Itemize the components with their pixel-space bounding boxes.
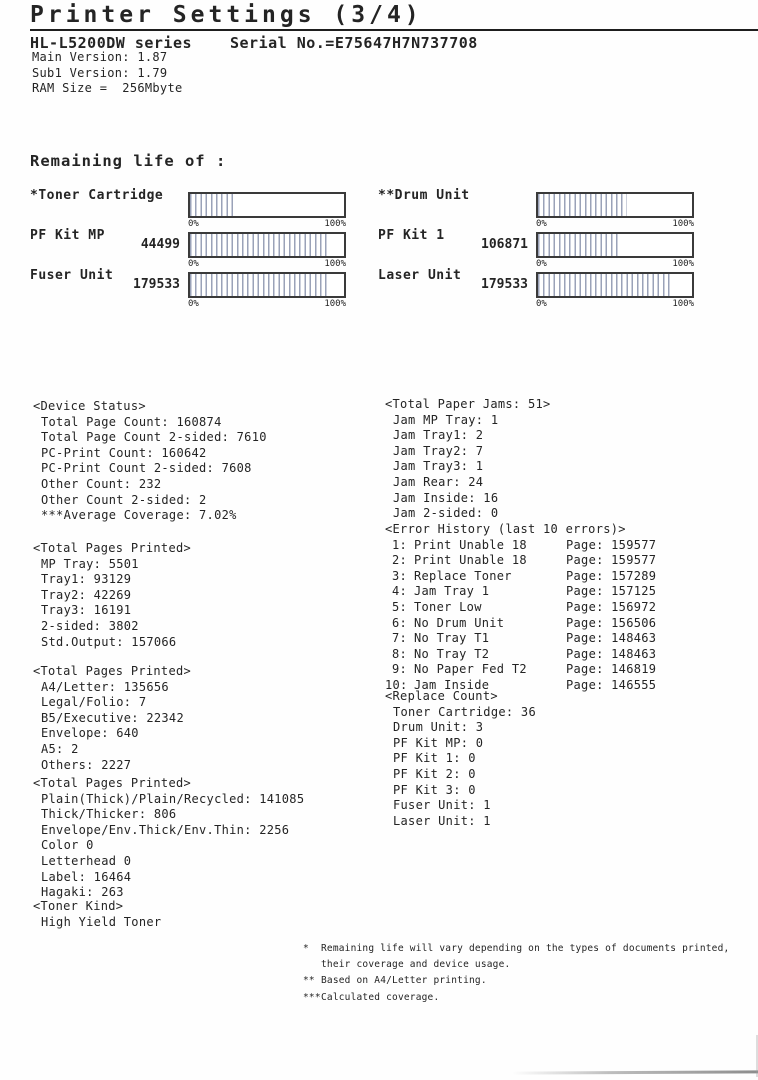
firmware-info-line: Sub1 Version: 1.79 bbox=[32, 65, 168, 80]
life-gauge-bar bbox=[536, 272, 694, 298]
consumable-label: PF Kit MP bbox=[30, 228, 105, 243]
error-history-entries bbox=[385, 538, 740, 694]
error-entry-label: No Tray T1 bbox=[414, 631, 490, 646]
scale-max-label: 100% bbox=[672, 219, 694, 229]
section-line: Legal/Folio: 7 bbox=[41, 695, 147, 710]
section-lines bbox=[385, 413, 740, 522]
section-line: A4/Letter: 135656 bbox=[41, 679, 169, 694]
error-entry-label: Print Unable 18 bbox=[414, 553, 527, 568]
section-line: Jam Tray1: 2 bbox=[393, 428, 484, 443]
section-heading: <Total Pages Printed> bbox=[33, 776, 192, 790]
error-entry-page: Page: 159577 bbox=[566, 537, 657, 552]
title-underline bbox=[30, 29, 758, 31]
replace-count-section bbox=[385, 689, 740, 829]
total-pages-printed-size-section bbox=[33, 664, 388, 773]
error-entry-label: Print Unable 18 bbox=[414, 537, 527, 552]
section-line: Jam MP Tray: 1 bbox=[393, 412, 499, 427]
section-line: PC-Print Count 2-sided: 7608 bbox=[41, 461, 252, 476]
section-line: PF Kit 3: 0 bbox=[393, 782, 476, 797]
section-heading: <Replace Count> bbox=[385, 689, 498, 703]
error-entry-number: 2: bbox=[391, 553, 407, 568]
section-heading: <Error History (last 10 errors)> bbox=[385, 522, 626, 536]
consumable-label: Fuser Unit bbox=[30, 268, 114, 283]
section-line: Letterhead 0 bbox=[41, 853, 132, 868]
section-line: Total Page Count: 160874 bbox=[41, 414, 222, 429]
error-entry-label: Toner Low bbox=[414, 599, 482, 614]
section-line: Std.Output: 157066 bbox=[41, 634, 177, 649]
section-line: Thick/Thicker: 806 bbox=[41, 807, 177, 822]
footnote-marker: * bbox=[303, 943, 309, 954]
error-entry-label: Jam Inside bbox=[414, 677, 490, 692]
section-line: Fuser Unit: 1 bbox=[393, 798, 491, 813]
section-line: Envelope: 640 bbox=[41, 726, 139, 741]
page-title: Printer Settings (3/4) bbox=[30, 2, 423, 28]
section-heading: <Toner Kind> bbox=[33, 899, 124, 913]
error-entry-number: 9: bbox=[391, 662, 407, 677]
error-entry-number: 1: bbox=[391, 537, 407, 552]
section-line: Color 0 bbox=[41, 838, 94, 853]
section-lines bbox=[33, 792, 388, 901]
total-paper-jams-section bbox=[385, 397, 740, 522]
firmware-info-line: RAM Size = 256Mbyte bbox=[32, 81, 183, 95]
section-heading: <Total Paper Jams: 51> bbox=[385, 397, 551, 411]
section-line: Other Count 2-sided: 2 bbox=[41, 492, 207, 507]
footnote-text: their coverage and device usage. bbox=[321, 959, 511, 971]
total-pages-printed-tray-section bbox=[33, 541, 388, 650]
error-entry-label: No Paper Fed T2 bbox=[414, 662, 527, 677]
error-entry-label: No Tray T2 bbox=[414, 646, 490, 661]
life-gauge-fill bbox=[190, 274, 329, 296]
error-entry-page: Page: 157289 bbox=[566, 568, 657, 583]
section-line: Jam Inside: 16 bbox=[393, 490, 499, 505]
life-gauge-bar bbox=[188, 192, 346, 218]
footnote-row bbox=[303, 990, 753, 1006]
footnote-row bbox=[303, 973, 753, 989]
firmware-info-block bbox=[32, 50, 183, 97]
consumable-remaining-count: 44499 bbox=[140, 237, 180, 252]
error-history-section bbox=[385, 522, 740, 694]
footnote-text: Calculated coverage. bbox=[321, 991, 440, 1003]
section-heading: <Total Pages Printed> bbox=[33, 541, 192, 555]
scale-min-label: 0% bbox=[536, 259, 547, 269]
section-line: A5: 2 bbox=[41, 741, 79, 756]
error-entry-number: 8: bbox=[391, 646, 407, 661]
scale-max-label: 100% bbox=[672, 259, 694, 269]
error-history-entry bbox=[385, 553, 740, 569]
life-gauge-bar bbox=[188, 272, 346, 298]
error-history-entry bbox=[385, 662, 740, 678]
footnote-text: Remaining life will vary depending on the types of documents printed, bbox=[321, 943, 730, 954]
error-entry-page: Page: 156972 bbox=[566, 599, 657, 614]
section-line: PF Kit 2: 0 bbox=[393, 766, 476, 781]
section-line: Total Page Count 2-sided: 7610 bbox=[41, 430, 267, 445]
section-line: Label: 16464 bbox=[41, 869, 132, 884]
consumable-remaining-count: 179533 bbox=[481, 277, 528, 292]
error-history-entry bbox=[385, 600, 740, 616]
total-pages-printed-media-section bbox=[33, 776, 388, 901]
footnotes-block bbox=[303, 941, 753, 1006]
life-gauge-fill bbox=[538, 234, 618, 256]
toner-kind-section bbox=[33, 899, 388, 930]
scale-max-label: 100% bbox=[672, 299, 694, 309]
remaining-life-item bbox=[378, 226, 728, 269]
error-entry-label: Replace Toner bbox=[414, 568, 512, 583]
error-entry-number: 3: bbox=[391, 568, 407, 583]
section-line: Tray2: 42269 bbox=[41, 587, 132, 602]
section-line: Drum Unit: 3 bbox=[393, 720, 484, 735]
error-entry-number: 5: bbox=[391, 599, 407, 614]
section-line: Jam 2-sided: 0 bbox=[393, 506, 499, 521]
device-status-section bbox=[33, 399, 388, 524]
consumable-label: Laser Unit bbox=[378, 268, 462, 283]
error-history-entry bbox=[385, 538, 740, 554]
error-entry-label: Jam Tray 1 bbox=[414, 584, 490, 599]
firmware-info-line: Main Version: 1.87 bbox=[32, 50, 168, 64]
error-history-entry bbox=[385, 584, 740, 600]
footnote-row bbox=[303, 957, 753, 973]
error-entry-page: Page: 148463 bbox=[566, 631, 657, 646]
error-history-entry bbox=[385, 569, 740, 585]
error-history-entry bbox=[385, 616, 740, 632]
section-heading: <Total Pages Printed> bbox=[33, 664, 192, 678]
section-line: Jam Rear: 24 bbox=[393, 474, 484, 489]
error-entry-number: 4: bbox=[391, 584, 407, 599]
scale-min-label: 0% bbox=[188, 299, 199, 309]
footnote-text: Based on A4/Letter printing. bbox=[321, 975, 487, 987]
error-entry-page: Page: 157125 bbox=[566, 584, 657, 599]
footnote-marker: *** bbox=[303, 991, 321, 1003]
scale-min-label: 0% bbox=[188, 259, 199, 269]
scale-max-label: 100% bbox=[324, 259, 346, 269]
life-gauge-fill bbox=[538, 274, 672, 296]
section-line: PF Kit 1: 0 bbox=[393, 751, 476, 766]
section-line: MP Tray: 5501 bbox=[41, 556, 139, 571]
section-line: Hagaki: 263 bbox=[41, 885, 124, 900]
consumable-remaining-count: 179533 bbox=[133, 277, 180, 292]
life-gauge-fill bbox=[190, 194, 235, 216]
error-entry-page: Page: 146819 bbox=[566, 662, 657, 677]
error-entry-page: Page: 159577 bbox=[566, 553, 657, 568]
footnote-marker: ** bbox=[303, 975, 315, 987]
error-entry-page: Page: 146555 bbox=[566, 677, 657, 692]
serial-number: Serial No.=E75647H7N737708 bbox=[230, 34, 478, 52]
remaining-life-item bbox=[378, 186, 728, 229]
section-line: Tray1: 93129 bbox=[41, 572, 132, 587]
remaining-life-item bbox=[30, 266, 380, 309]
life-gauge-bar bbox=[536, 232, 694, 258]
section-lines bbox=[33, 557, 388, 651]
error-entry-page: Page: 148463 bbox=[566, 646, 657, 661]
section-line: Jam Tray3: 1 bbox=[393, 459, 484, 474]
section-line: ***Average Coverage: 7.02% bbox=[41, 508, 237, 523]
section-line: B5/Executive: 22342 bbox=[41, 710, 184, 725]
footnote-row bbox=[303, 941, 753, 957]
section-line: Tray3: 16191 bbox=[41, 603, 132, 618]
section-lines bbox=[33, 915, 388, 931]
section-line: PF Kit MP: 0 bbox=[393, 735, 484, 750]
error-entry-number: 7: bbox=[391, 631, 407, 646]
section-line: Envelope/Env.Thick/Env.Thin: 2256 bbox=[41, 822, 290, 837]
error-entry-page: Page: 156506 bbox=[566, 615, 657, 630]
error-history-entry bbox=[385, 631, 740, 647]
scale-max-label: 100% bbox=[324, 299, 346, 309]
remaining-life-heading: Remaining life of : bbox=[30, 152, 227, 170]
section-lines bbox=[385, 705, 740, 830]
scan-shadow-line bbox=[512, 1070, 758, 1074]
printer-model: HL-L5200DW series bbox=[30, 34, 193, 52]
footnote-marker bbox=[303, 957, 321, 973]
section-line: PC-Print Count: 160642 bbox=[41, 445, 207, 460]
section-line: Toner Cartridge: 36 bbox=[393, 704, 536, 719]
error-entry-number: 6: bbox=[391, 615, 407, 630]
section-lines bbox=[33, 415, 388, 524]
remaining-life-item bbox=[30, 186, 380, 229]
section-line: 2-sided: 3802 bbox=[41, 618, 139, 633]
scale-min-label: 0% bbox=[536, 299, 547, 309]
consumable-label: *Toner Cartridge bbox=[30, 188, 164, 203]
section-line: Laser Unit: 1 bbox=[393, 813, 491, 828]
section-line: High Yield Toner bbox=[41, 914, 162, 929]
life-gauge-bar bbox=[188, 232, 346, 258]
consumable-remaining-count: 106871 bbox=[481, 237, 528, 252]
remaining-life-item bbox=[378, 266, 728, 309]
consumable-label: PF Kit 1 bbox=[378, 228, 445, 243]
scale-max-label: 100% bbox=[324, 219, 346, 229]
consumable-label: **Drum Unit bbox=[378, 188, 470, 203]
scale-min-label: 0% bbox=[188, 219, 199, 229]
scale-min-label: 0% bbox=[536, 219, 547, 229]
section-line: Jam Tray2: 7 bbox=[393, 443, 484, 458]
life-gauge-bar bbox=[536, 192, 694, 218]
remaining-life-left-column bbox=[30, 186, 380, 309]
life-gauge-fill bbox=[538, 194, 627, 216]
section-line: Other Count: 232 bbox=[41, 476, 162, 491]
remaining-life-right-column bbox=[378, 186, 728, 309]
life-gauge-scale bbox=[536, 299, 694, 309]
life-gauge-fill bbox=[190, 234, 329, 256]
section-heading: <Device Status> bbox=[33, 399, 146, 413]
life-gauge-scale bbox=[188, 299, 346, 309]
error-entry-label: No Drum Unit bbox=[414, 615, 505, 630]
error-entry-number: 10: bbox=[385, 677, 408, 692]
error-history-entry bbox=[385, 647, 740, 663]
remaining-life-item bbox=[30, 226, 380, 269]
section-lines bbox=[33, 680, 388, 774]
section-line: Plain(Thick)/Plain/Recycled: 141085 bbox=[41, 791, 305, 806]
section-line: Others: 2227 bbox=[41, 757, 132, 772]
